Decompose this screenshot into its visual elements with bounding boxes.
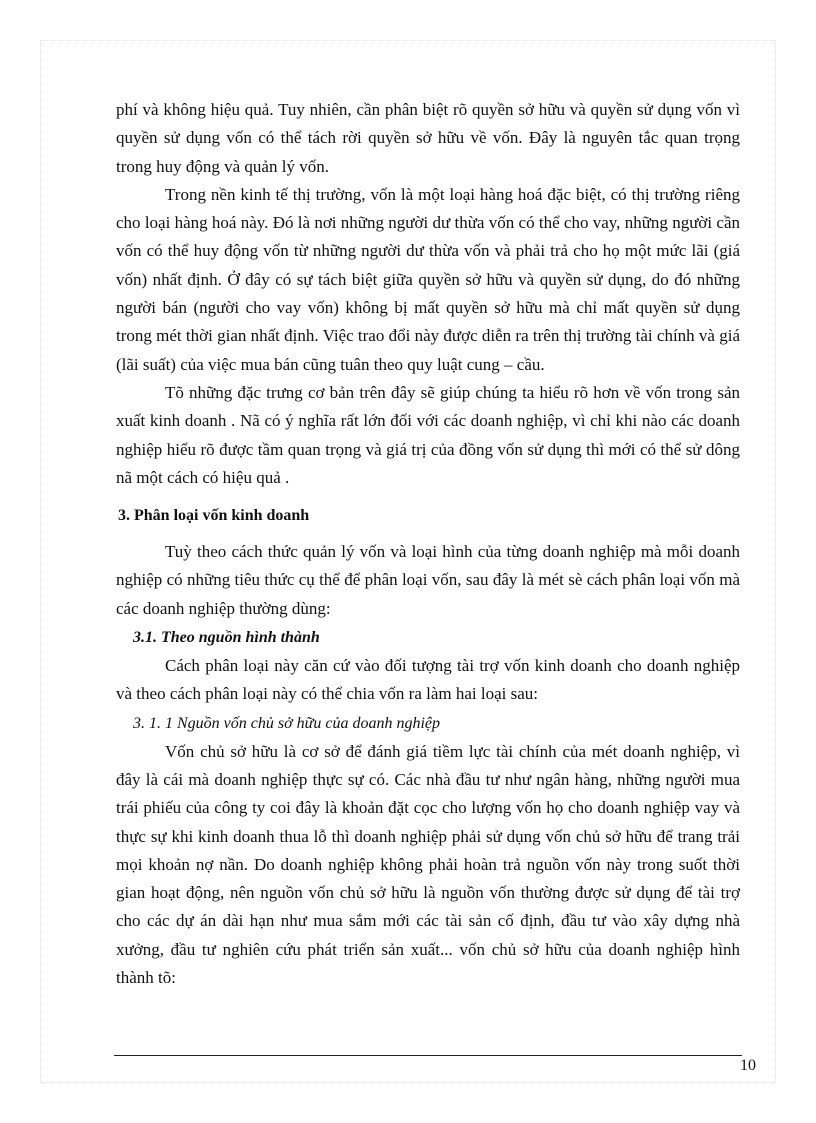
section-heading-3-1-1: 3. 1. 1 Nguồn vốn chủ sở hữu của doanh nghiệp — [133, 714, 441, 732]
paragraph-owner-equity: Vốn chủ sở hữu là cơ sở để đánh giá tiềm lực tài chính của mét doanh nghiệp, vì đây là cái mà doanh nghiệp thực sự có. Các nhà đầu tư như ngân hàng, những người mua trái phiếu của công ty coi đây là khoản đặt cọc cho lượng vốn họ cho doanh nghiệp vay và thực sự khi kinh doanh thua lỗ thì doanh nghiệp phải sử dụng vốn chủ sở hữu để trang trải mọi khoản nợ nần. Do doanh nghiệp không phải hoàn trả nguồn vốn này trong suốt thời gian hoạt động, nên nguồn vốn chủ sở hữu là nguồn vốn thường được sử dụng để tài trợ cho các dự án dài hạn như mua sắm mới các tài sản cố định, đầu tư vào xây dựng nhà xưởng, đầu tư nghiên cứu phát triển sản xuất... vốn chủ sở hữu của doanh nghiệp hình thành tõ: — [116, 741, 740, 988]
footer-rule — [114, 1055, 742, 1056]
page-number: 10 — [740, 1057, 756, 1074]
document-body — [116, 96, 740, 992]
section-heading-3-1: 3.1. Theo nguồn hình thành — [133, 629, 320, 647]
section-heading-3: 3. Phân loại vốn kinh doanh — [118, 507, 310, 525]
paragraph-classification-intro: Tuỳ theo cách thức quản lý vốn và loại hình của từng doanh nghiệp mà mỗi doanh nghiệp có những tiêu thức cụ thể để phân loại vốn, sau đây là mét sè cách phân loại vốn mà các doanh nghiệp thường dùng: — [116, 542, 740, 618]
paragraph-continuation: phí và không hiệu quả. Tuy nhiên, cần phân biệt rõ quyền sở hữu và quyền sử dụng vốn vì quyền sử dụng vốn có thể tách rời quyền sở hữu về vốn. Đây là nguyên tắc quan trọng trong huy động và quản lý vốn. — [116, 100, 740, 176]
paragraph-source-classification: Cách phân loại này căn cứ vào đối tượng tài trợ vốn kinh doanh cho doanh nghiệp và theo cách phân loại này có thể chia vốn ra làm hai loại sau: — [116, 656, 740, 704]
paragraph-capital-market: Trong nền kinh tế thị trường, vốn là một loại hàng hoá đặc biệt, có thị trường riêng cho loại hàng hoá này. Đó là nơi những người dư thừa vốn có thể cho vay, những người cần vốn có thể huy động vốn từ những người dư thừa vốn và phải trả cho họ một mức lãi (giá vốn) nhất định. Ở đây có sự tách biệt giữa quyền sở hữu và quyền sử dụng, do đó những người bán (người cho vay vốn) không bị mất quyền sở hữu mà chỉ mất quyền sử dụng trong mét thời gian nhất định. Việc trao đổi này được diễn ra trên thị trường tài chính và giá (lãi suất) của việc mua bán cũng tuân theo quy luật cung – cầu. — [116, 184, 740, 374]
paragraph-capital-characteristics: Tõ những đặc trưng cơ bản trên đây sẽ giúp chúng ta hiểu rõ hơn về vốn trong sản xuất kinh doanh . Nã có ý nghĩa rất lớn đối với các doanh nghiệp, vì chỉ khi nào các doanh nghiệp hiểu rõ được tầm quan trọng và giá trị của đồng vốn sử dụng thì mới có thể sử dông nã một cách có hiệu quả . — [116, 382, 740, 487]
